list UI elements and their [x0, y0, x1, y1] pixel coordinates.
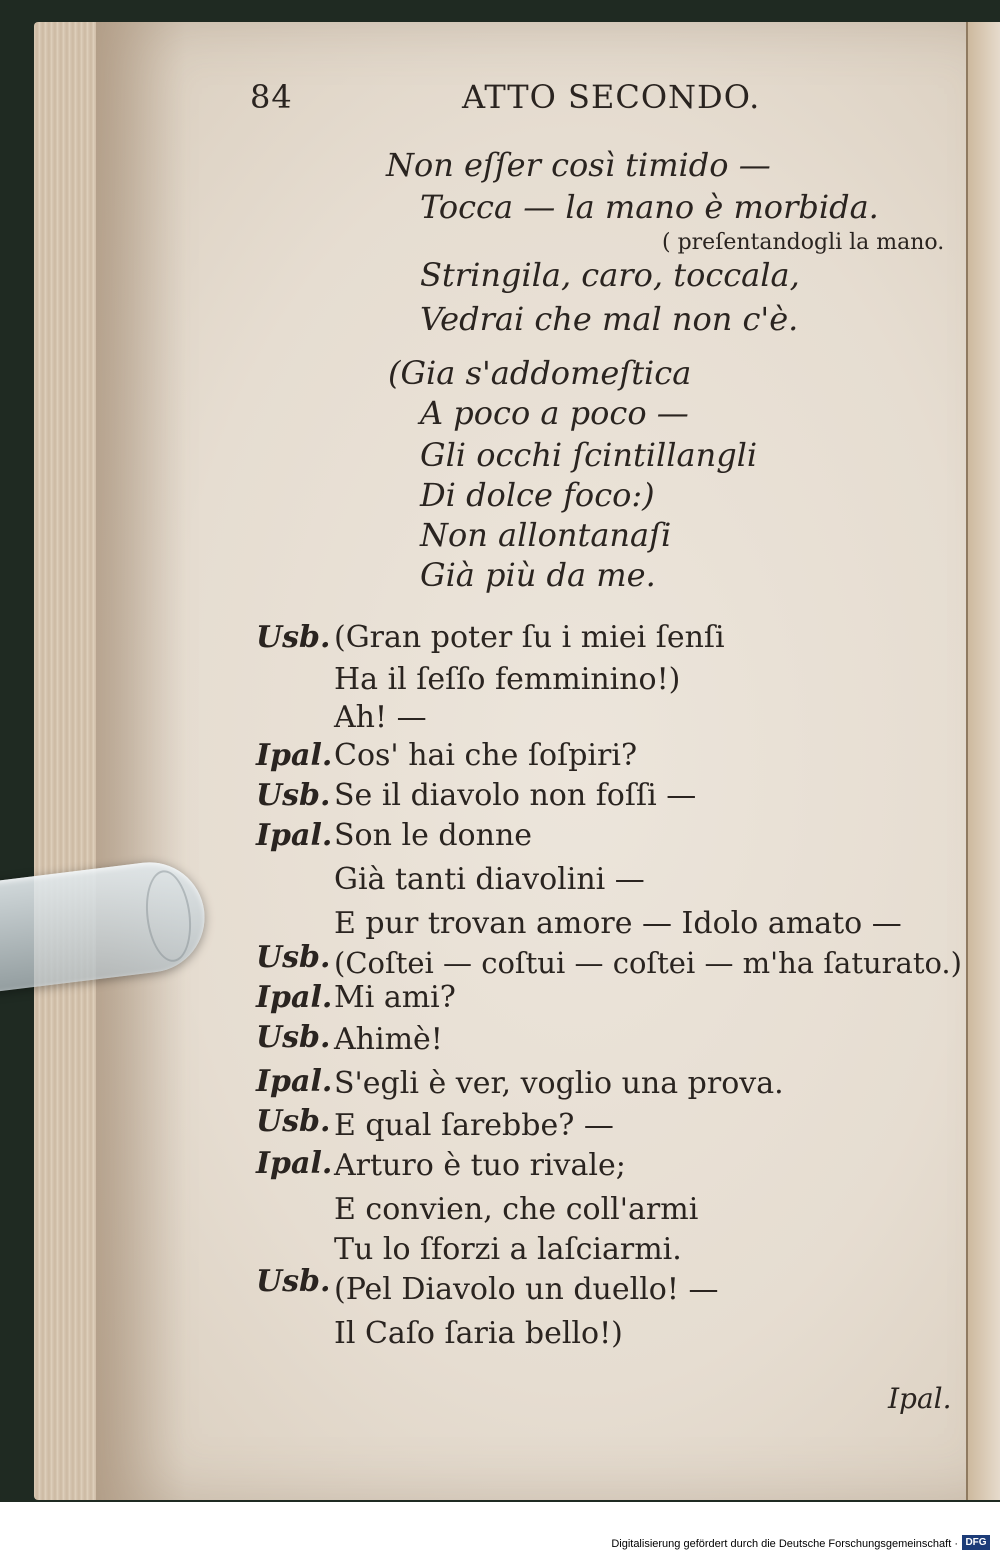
dialogue-line: E convien, che coll'armi — [334, 1192, 699, 1227]
dialogue-line: Se il diavolo non foſſi — — [334, 778, 697, 813]
dialogue-line: Son le donne — [334, 818, 533, 853]
stage-direction: ( preſentandogli la mano. — [662, 230, 945, 255]
catchword: Ipal. — [888, 1382, 952, 1415]
speaker-label: Ipal. — [256, 818, 333, 853]
aside-line: Già più da me. — [420, 556, 656, 594]
dfg-logo-icon: DFG — [962, 1535, 990, 1550]
dialogue-line: Tu lo ſforzi a laſciarmi. — [334, 1232, 682, 1267]
running-head: ATTO SECONDO. — [462, 78, 761, 116]
speaker-label: Usb. — [256, 1020, 331, 1055]
dialogue-line: Mi ami? — [334, 980, 456, 1015]
dialogue-line: E qual ſarebbe? — — [334, 1108, 614, 1143]
footer-credit: Digitalisierung gefördert durch die Deutsche Forschungsgemeinschaft · — [611, 1538, 958, 1550]
speaker-label: Usb. — [256, 778, 331, 813]
dialogue-line: Ha il ſeſſo femminino!) — [334, 662, 681, 697]
speaker-label: Usb. — [256, 940, 331, 975]
aside-line: Gli occhi ſcintillangli — [420, 436, 758, 474]
aria-line: Vedrai che mal non c'è. — [420, 300, 799, 338]
speaker-label: Ipal. — [256, 980, 333, 1015]
dialogue-line: S'egli è ver, voglio una prova. — [334, 1066, 784, 1101]
aside-line: Non allontanaſi — [420, 516, 672, 554]
speaker-label: Usb. — [256, 1104, 331, 1139]
facing-page-marks — [980, 600, 998, 1300]
aria-line: Stringila, caro, toccala, — [420, 256, 800, 294]
speaker-label: Ipal. — [256, 1146, 333, 1181]
speaker-label: Ipal. — [256, 1064, 333, 1099]
dialogue-line: Ahimè! — [334, 1022, 443, 1057]
aside-line: Di dolce foco:) — [420, 476, 655, 514]
dialogue-line: Già tanti diavolini — — [334, 862, 645, 897]
gutter-shadow — [96, 22, 186, 1500]
dialogue-line: (Gran poter ſu i miei ſenſi — [334, 620, 725, 655]
dialogue-line: (Pel Diavolo un duello! — — [334, 1272, 719, 1307]
aria-line: Tocca — la mano è morbida. — [420, 188, 879, 226]
aria-line: Non eſſer così timido — — [386, 146, 771, 184]
dialogue-line: Il Caſo ſaria bello!) — [334, 1316, 623, 1351]
dialogue-line: Arturo è tuo rivale; — [334, 1148, 626, 1183]
dialogue-line: E pur trovan amore — Idolo amato — — [334, 906, 902, 941]
speaker-label: Usb. — [256, 620, 331, 655]
aside-line: A poco a poco — — [420, 394, 689, 432]
speaker-label: Usb. — [256, 1264, 331, 1299]
page-stack-edge — [34, 22, 104, 1500]
dialogue-line: Ah! — — [334, 700, 427, 735]
dialogue-line: (Coſtei — coſtui — coſtei — m'ha ſaturato.) — [334, 946, 962, 980]
speaker-label: Ipal. — [256, 738, 333, 773]
page-number: 84 — [250, 78, 293, 116]
dialogue-line: Cos' hai che ſoſpiri? — [334, 738, 638, 773]
aside-line: (Gia s'addomeſtica — [388, 354, 692, 392]
